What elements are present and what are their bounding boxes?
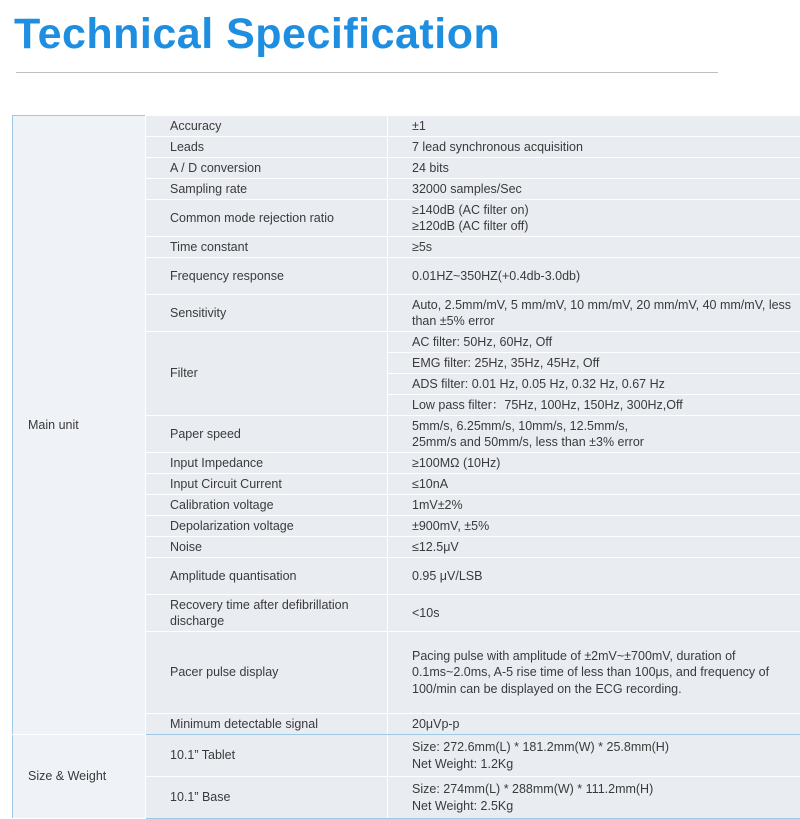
spec-value-line: 20μVp-p [412,716,800,733]
spec-value: EMG filter: 25Hz, 35Hz, 45Hz, Off [388,353,800,374]
title-divider [16,72,718,73]
spec-value [388,116,800,137]
spec-value [388,453,800,474]
spec-value-line: Size: 272.6mm(L) * 181.2mm(W) * 25.8mm(H) [412,739,800,756]
spec-value [388,537,800,558]
spec-value-line: ±1 [412,118,800,135]
spec-param: Filter [146,332,388,416]
section-label: Size & Weight [13,735,146,819]
spec-param: Sampling rate [146,179,388,200]
spec-value-line: 5mm/s, 6.25mm/s, 10mm/s, 12.5mm/s, [412,418,800,435]
spec-value: ADS filter: 0.01 Hz, 0.05 Hz, 0.32 Hz, 0.67 Hz [388,374,800,395]
spec-value [388,237,800,258]
spec-value [388,158,800,179]
spec-value-line: 1mV±2% [412,497,800,514]
spec-value-line: 7 lead synchronous acquisition [412,139,800,156]
spec-value [388,200,800,237]
spec-value-line: <10s [412,605,800,622]
spec-param: Pacer pulse display [146,632,388,714]
spec-param: Noise [146,537,388,558]
spec-value-line: ±900mV, ±5% [412,518,800,535]
spec-value-line: Size: 274mm(L) * 288mm(W) * 111.2mm(H) [412,781,800,798]
spec-value-line: ≥5s [412,239,800,256]
spec-value-line: 0.95 μV/LSB [412,568,800,585]
spec-param: Accuracy [146,116,388,137]
spec-param: 10.1” Tablet [146,735,388,777]
spec-param: Recovery time after defibrillation discharge [146,595,388,632]
spec-value [388,558,800,595]
spec-value-line: ≥100MΩ (10Hz) [412,455,800,472]
spec-param: 10.1” Base [146,777,388,819]
spec-value [388,777,800,819]
spec-value [388,595,800,632]
spec-param: A / D conversion [146,158,388,179]
spec-value-line: ≤12.5μV [412,539,800,556]
spec-value-line: 25mm/s and 50mm/s, less than ±3% error [412,434,800,451]
spec-param: Calibration voltage [146,495,388,516]
spec-param: Minimum detectable signal [146,714,388,735]
section-label: Main unit [13,116,146,735]
spec-value [388,416,800,453]
spec-value-line: 0.01HZ~350HZ(+0.4db-3.0db) [412,268,800,285]
spec-value-line: 24 bits [412,160,800,177]
spec-param: Leads [146,137,388,158]
spec-param: Input Impedance [146,453,388,474]
spec-value-line: Pacing pulse with amplitude of ±2mV~±700mV, duration of 0.1ms~2.0ms, A-5 rise time of less than 100μs, and frequency of 100/min can be displayed on the ECG recording. [412,648,800,698]
spec-value [388,516,800,537]
spec-param: Depolarization voltage [146,516,388,537]
spec-table [12,115,800,819]
spec-value: AC filter: 50Hz, 60Hz, Off [388,332,800,353]
spec-value [388,735,800,777]
spec-value [388,295,800,332]
spec-param: Sensitivity [146,295,388,332]
spec-value [388,258,800,295]
spec-param: Input Circuit Current [146,474,388,495]
spec-value [388,714,800,735]
spec-param: Paper speed [146,416,388,453]
spec-value-line: ≥140dB (AC filter on) [412,202,800,219]
spec-value [388,632,800,714]
spec-param: Common mode rejection ratio [146,200,388,237]
spec-param: Amplitude quantisation [146,558,388,595]
spec-value [388,495,800,516]
spec-value-line: Net Weight: 1.2Kg [412,756,800,773]
spec-value-line: ≥120dB (AC filter off) [412,218,800,235]
spec-value [388,179,800,200]
spec-value [388,474,800,495]
spec-param: Frequency response [146,258,388,295]
spec-value-line: Net Weight: 2.5Kg [412,798,800,815]
spec-value-line: ≤10nA [412,476,800,493]
spec-row [13,116,800,137]
spec-value-line: Auto, 2.5mm/mV, 5 mm/mV, 10 mm/mV, 20 mm/mV, 40 mm/mV, less than ±5% error [412,297,800,330]
spec-value: Low pass filter：75Hz, 100Hz, 150Hz, 300Hz,Off [388,395,800,416]
spec-value-line: 32000 samples/Sec [412,181,800,198]
spec-value [388,137,800,158]
spec-param: Time constant [146,237,388,258]
page-title: Technical Specification [14,10,500,59]
spec-row [13,735,800,777]
